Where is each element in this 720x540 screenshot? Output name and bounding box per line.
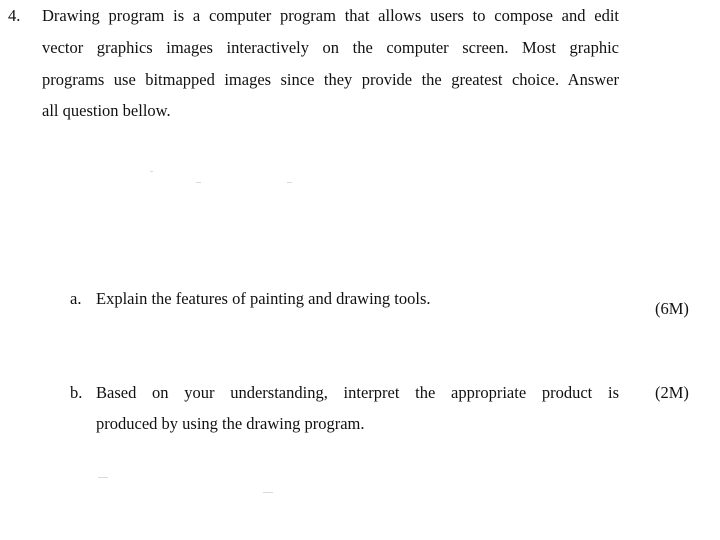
question-text-line: Drawing program is a computer program that allows users to compose and edit (42, 6, 619, 25)
scan-artifact (287, 182, 292, 183)
scan-artifact (98, 477, 108, 478)
subquestion-marks: (6M) (655, 299, 689, 318)
subquestion-label: a. (70, 289, 82, 308)
scan-artifact (263, 492, 273, 493)
subquestion-text-line: Explain the features of painting and drawing tools. (96, 289, 431, 308)
subquestion-text-line: produced by using the drawing program. (96, 414, 365, 433)
scan-artifact (150, 171, 153, 172)
question-number: 4. (8, 6, 21, 25)
question-text-line: vector graphics images interactively on the computer screen. Most graphic (42, 38, 619, 57)
question-text-line: programs use bitmapped images since they provide the greatest choice. Answer (42, 70, 619, 89)
subquestion-label: b. (70, 383, 83, 402)
subquestion-marks: (2M) (655, 383, 689, 402)
scan-artifact (196, 182, 201, 183)
subquestion-text-line: Based on your understanding, interpret the appropriate product is (96, 383, 619, 402)
question-text-line: all question bellow. (42, 101, 171, 120)
